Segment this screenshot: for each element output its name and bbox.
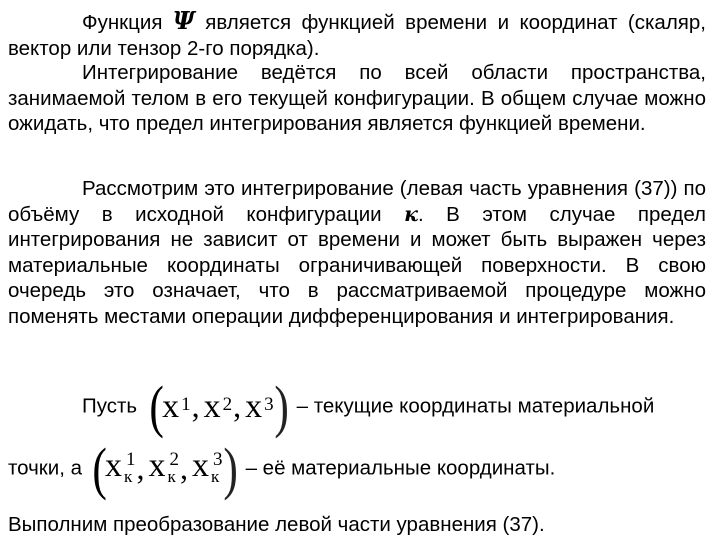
p2-text: Интегрирование ведётся по всей области пространства, занимаемой телом в его текущей конфигурации. В общем случае можно ожидать, что предел интегрирования является функцией времени. [8,61,706,136]
paragraph-function-definition [8,8,706,61]
coord-xk2: x 2 к [148,447,180,486]
psi-symbol: Ψ [172,6,195,35]
p1-after-symbol: является функцией времени и координат (скаляр, вектор или тензор 2-го порядка). [8,11,706,60]
material-tail-text: – её материальные координаты. [245,456,556,480]
line-current-coordinates [8,374,655,439]
line-transformation [8,512,545,538]
coord-x1: x 1 [162,388,191,426]
current-coordinates-formula: ( x 1 , x 2 , x 3 ) [149,374,289,439]
last-line-text: Выполним преобразование левой части уравнения (37). [8,513,545,536]
line-material-coordinates [8,436,556,501]
coord-x2: x 2 [203,388,233,426]
current-lead-text: Пусть [82,394,138,418]
paragraph-reference-configuration [8,176,706,330]
p1-before-symbol: Функция [82,11,163,34]
p3-after-symbol: . В этом случае предел интегрирования не зависит от времени и может быть выражен через материальные координаты ограничивающей поверхности. В свою очередь это означает, что в рассматриваемой процедуре можно поменять местами операции дифференцирования и интегрирования. [8,202,707,328]
material-coordinates-formula: ( x 1 к , x 2 к , x 3 к ) [92,436,238,501]
current-tail-text: – текущие координаты материальной [296,394,655,418]
coord-xk1: x 1 к [105,447,136,486]
coord-x3: x 3 [245,388,274,426]
coord-xk3: x 3 к [192,447,223,486]
kappa-symbol: к [404,201,418,226]
material-lead-text: точки, а [8,456,83,480]
p3-before-symbol: Рассмотрим это интегрирование (левая часть уравнения (37)) по объёму в исходной конфигурации [8,177,706,226]
paragraph-integration-domain [8,60,706,137]
